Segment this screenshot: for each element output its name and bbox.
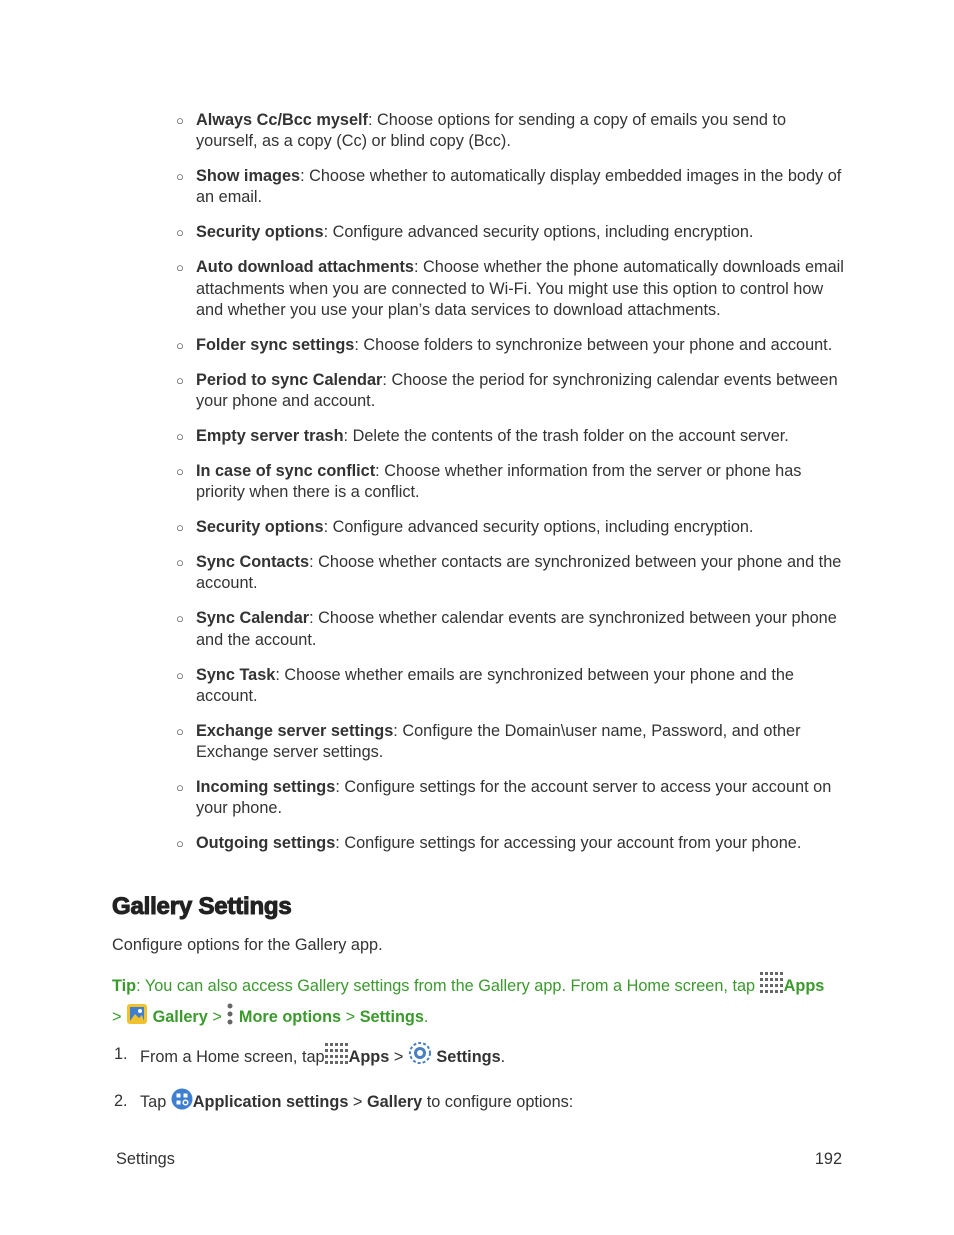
section-heading: Gallery Settings (112, 893, 292, 920)
option-desc: : Choose whether the phone automatically downloads email attachments when you are connected to Wi-Fi. You might use this option to control how and whether you use your plan’s data services to download attachments. (196, 258, 844, 319)
list-item (176, 110, 844, 152)
option-term: Incoming settings (196, 778, 336, 797)
list-item (176, 335, 844, 356)
step-item (112, 1041, 842, 1074)
bullet-marker: ○ (176, 723, 184, 739)
bullet-marker: ○ (176, 429, 184, 445)
list-item (176, 552, 844, 594)
step-settings-label: Settings (436, 1048, 501, 1066)
step-separator: > (393, 1048, 404, 1066)
gallery-app-icon (126, 1003, 148, 1034)
application-settings-icon (171, 1088, 193, 1119)
bullet-marker: ○ (176, 113, 184, 128)
tip-label: Tip (112, 977, 137, 995)
option-term: Period to sync Calendar (196, 370, 383, 389)
tip-settings-label: Settings (359, 1008, 424, 1026)
footer-page-number: 192 (814, 1150, 842, 1168)
tip-more-options-label: More options (238, 1008, 342, 1026)
bullet-marker: ○ (176, 836, 184, 852)
bullet-marker: ○ (176, 169, 184, 185)
list-item (176, 370, 844, 412)
option-desc: : Configure settings for the account server to access your account on your phone. (196, 778, 832, 818)
option-term: In case of sync conflict (196, 462, 376, 481)
tip-text: : You can also access Gallery settings from the Gallery app. From a Home screen, tap (136, 977, 760, 995)
option-desc: : Choose whether information from the server or phone has priority when there is a conflict. (196, 462, 802, 502)
option-term: Folder sync settings (196, 335, 355, 354)
tip-separator: > (212, 1008, 222, 1026)
step-text: Tap (140, 1093, 167, 1111)
step-end: to configure options: (422, 1093, 574, 1111)
option-desc: : Configure advanced security options, including encryption. (323, 518, 754, 537)
option-desc: : Choose whether to automatically display embedded images in the body of an email. (196, 167, 842, 207)
apps-grid-icon (760, 972, 784, 1003)
list-item (176, 777, 844, 819)
tip-gallery-label: Gallery (152, 1008, 208, 1026)
step-item (112, 1088, 842, 1119)
bullet-marker: ○ (176, 520, 184, 536)
option-desc: : Choose whether contacts are synchronized between your phone and the account. (196, 553, 842, 593)
option-desc: : Configure settings for accessing your account from your phone. (335, 834, 802, 853)
bullet-marker: ○ (176, 225, 184, 241)
list-item (176, 222, 844, 243)
option-desc: : Configure the Domain\user name, Password, and other Exchange server settings. (196, 721, 801, 762)
step-separator: > (352, 1093, 363, 1111)
tip-paragraph (112, 972, 842, 1034)
bullet-marker: ○ (176, 667, 184, 683)
option-term: Always Cc/Bcc myself (196, 111, 368, 129)
option-desc: : Choose whether emails are synchronized between your phone and the account. (196, 665, 794, 705)
option-term: Exchange server settings (196, 721, 394, 740)
bullet-marker: ○ (176, 337, 184, 353)
option-term: Empty server trash (196, 427, 344, 446)
option-term: Sync Task (196, 665, 276, 684)
list-item (176, 721, 844, 763)
step-end: . (500, 1048, 506, 1066)
option-desc: : Choose folders to synchronize between your phone and account. (354, 335, 833, 354)
bullet-marker: ○ (176, 780, 184, 796)
step-app-settings-label: Application settings (192, 1093, 349, 1111)
option-desc: : Choose options for sending a copy of emails you send to yourself, as a copy (Cc) or blind copy (Bcc). (196, 111, 787, 151)
bullet-marker: ○ (176, 260, 184, 276)
bullet-marker: ○ (176, 372, 184, 388)
option-term: Security options (196, 223, 324, 242)
option-term: Outgoing settings (196, 834, 336, 853)
step-text: From a Home screen, tap (140, 1048, 325, 1066)
option-desc: : Delete the contents of the trash folder on the account server. (343, 427, 789, 446)
tip-separator: > (345, 1008, 356, 1026)
bullet-marker: ○ (176, 464, 184, 480)
bullet-marker: ○ (176, 611, 184, 627)
list-item (176, 608, 844, 650)
list-item (176, 461, 844, 503)
option-term: Security options (196, 518, 324, 537)
footer-section-name: Settings (116, 1150, 175, 1168)
option-term: Sync Contacts (196, 553, 310, 572)
step-apps-label: Apps (348, 1048, 390, 1066)
step-gallery-label: Gallery (366, 1093, 423, 1111)
bullet-marker: ○ (176, 555, 184, 571)
list-item (176, 166, 844, 208)
section-intro: Configure options for the Gallery app. (112, 936, 383, 954)
option-desc: : Choose the period for synchronizing calendar events between your phone and account. (196, 370, 838, 411)
tip-end: . (423, 1008, 429, 1026)
more-options-icon (226, 1003, 234, 1034)
settings-gear-icon (408, 1041, 432, 1074)
option-term: Sync Calendar (196, 609, 310, 628)
steps-list (112, 1041, 842, 1133)
list-item (176, 257, 844, 321)
list-item (176, 517, 844, 538)
list-item (176, 833, 844, 854)
tip-separator: > (112, 1008, 122, 1026)
list-item (176, 426, 844, 447)
apps-grid-icon (325, 1043, 349, 1074)
option-desc: : Configure advanced security options, including encryption. (323, 223, 754, 242)
list-item (176, 665, 844, 707)
option-term: Show images (196, 167, 301, 186)
tip-apps-label: Apps (783, 977, 825, 995)
option-desc: : Choose whether calendar events are synchronized between your phone and the account. (196, 609, 837, 649)
step-number: 2. (114, 1092, 128, 1110)
step-number: 1. (114, 1045, 128, 1063)
email-options-list (176, 110, 844, 868)
option-term: Auto download attachments (196, 258, 414, 277)
